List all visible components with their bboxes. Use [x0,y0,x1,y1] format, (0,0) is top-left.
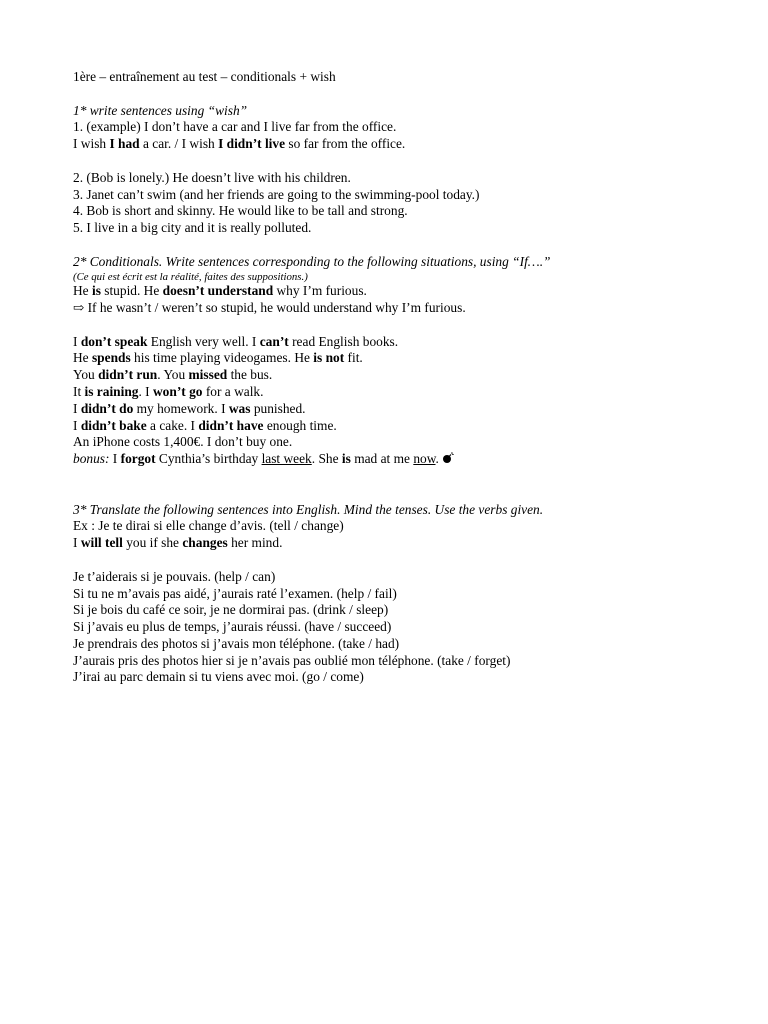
bonus-label: bonus: [73,451,110,467]
section2-example: He is stupid. He doesn’t understand why I’m furious. [73,283,367,299]
worksheet-page [73,69,713,686]
section1-example-prompt: 1. (example) I don’t have a car and I live far from the office. [73,119,397,135]
arrow-icon: ⇨ [73,299,85,315]
spacer [73,237,713,254]
section1-item: 4. Bob is short and skinny. He would like to be tall and strong. [73,203,408,219]
section1-example-answer: I wish I had a car. / I wish I didn’t live so far from the office. [73,136,406,152]
spacer [73,86,713,103]
worksheet-title: 1ère – entraînement au test – conditionals + wish [73,69,336,84]
section3-item: J’aurais pris des photos hier si je n’avais pas oublié mon téléphone. (take / forget) [73,652,511,668]
spacer [73,317,713,334]
section1-heading: 1* write sentences using “wish” [73,102,248,118]
section1-item: 3. Janet can’t swim (and her friends are going to the swimming-pool today.) [73,186,480,202]
section2-example-answer: ⇨ If he wasn’t / weren’t so stupid, he would understand why I’m furious. [73,299,466,315]
section2-item: I don’t speak English very well. I can’t read English books. [73,333,399,349]
section3-example-answer: I will tell you if she changes her mind. [73,535,283,551]
section2-item: He spends his time playing videogames. He is not fit. [73,350,363,366]
spacer [73,153,713,170]
section3-item: Je prendrais des photos si j’avais mon téléphone. (take / had) [73,635,400,651]
section2-item: It is raining. I won’t go for a walk. [73,383,264,399]
section2-item: I didn’t do my homework. I was punished. [73,400,306,416]
section3-heading: 3* Translate the following sentences into English. Mind the tenses. Use the verbs given. [73,501,544,517]
spacer [73,552,713,569]
section2-item: I didn’t bake a cake. I didn’t have enough time. [73,417,337,433]
section2-heading: 2* Conditionals. Write sentences corresponding to the following situations, using “If….” [73,253,551,269]
section3-item: Je t’aiderais si je pouvais. (help / can) [73,568,276,584]
section1-item: 2. (Bob is lonely.) He doesn’t live with his children. [73,169,351,185]
section3-example-prompt: Ex : Je te dirai si elle change d’avis. (tell / change) [73,518,344,534]
section3-item: Si je bois du café ce soir, je ne dormirai pas. (drink / sleep) [73,602,389,618]
section2-item: You didn’t run. You missed the bus. [73,367,273,383]
section2-bonus: bonus: I forgot Cynthia’s birthday last week. She is mad at me now. [73,451,713,468]
section2-note: (Ce qui est écrit est la réalité, faites des suppositions.) [73,270,308,283]
spacer [73,468,713,502]
bomb-icon [442,452,454,464]
section1-item: 5. I live in a big city and it is really polluted. [73,220,312,236]
section3-item: Si j’avais eu plus de temps, j’aurais réussi. (have / succeed) [73,619,392,635]
section3-item: J’irai au parc demain si tu viens avec moi. (go / come) [73,669,364,685]
section3-item: Si tu ne m’avais pas aidé, j’aurais raté l’examen. (help / fail) [73,585,397,601]
section2-item: An iPhone costs 1,400€. I don’t buy one. [73,434,293,450]
